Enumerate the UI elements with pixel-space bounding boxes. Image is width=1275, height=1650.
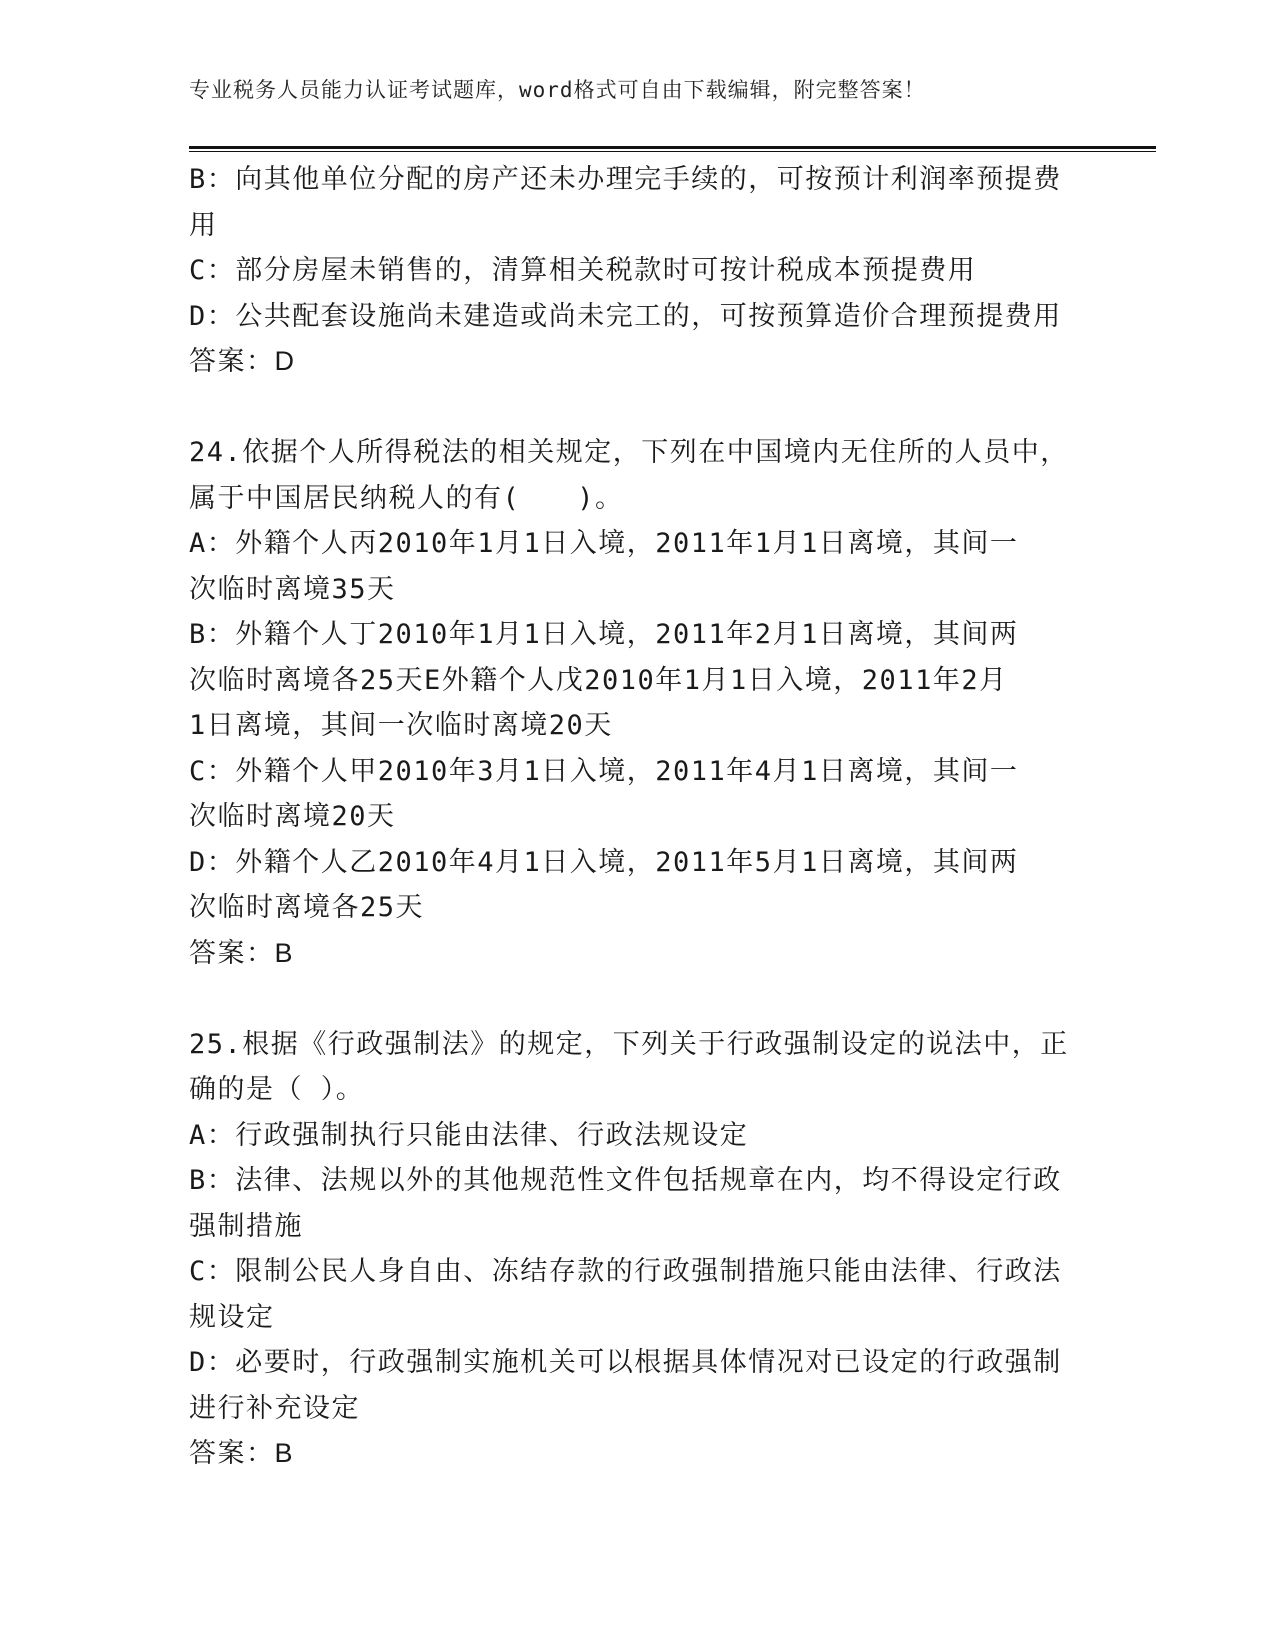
question-stem: 属于中国居民纳税人的有( )。 (189, 482, 624, 514)
option-line: D：必要时，行政强制实施机关可以根据具体情况对已设定的行政强制 (189, 1347, 1062, 1378)
spacer (189, 385, 1089, 431)
page-header: 专业税务人员能力认证考试题库，word格式可自由下载编辑，附完整答案！ (189, 78, 926, 102)
option-line: C：限制公民人身自由、冻结存款的行政强制措施只能由法律、行政法 (189, 1256, 1062, 1287)
text-line: B：向其他单位分配的房产还未办理完手续的，可按预计利润率预提费 (189, 164, 1062, 195)
text-line: 用 (189, 209, 218, 241)
question-stem: 25.根据《行政强制法》的规定，下列关于行政强制设定的说法中，正 (189, 1028, 1069, 1060)
text-line: D：公共配套设施尚未建造或尚未完工的，可按预算造价合理预提费用 (189, 300, 1062, 332)
question-24 (189, 430, 1089, 976)
option-line: B：外籍个人丁2010年1月1日入境，2011年2月1日离境，其间两 (189, 619, 1019, 650)
option-line: 次临时离境各25天 (189, 892, 425, 923)
question-stem: 24.依据个人所得税法的相关规定，下列在中国境内无住所的人员中， (189, 437, 1069, 468)
question-23-tail (189, 157, 1089, 385)
question-stem: 确的是（ ）。 (189, 1074, 365, 1105)
document-body (189, 157, 1089, 1477)
spacer (189, 976, 1089, 1022)
option-line: A：外籍个人丙2010年1月1日入境，2011年1月1日离境，其间一 (189, 528, 1019, 559)
option-line: B：法律、法规以外的其他规范性文件包括规章在内，均不得设定行政 (189, 1165, 1062, 1196)
header-rule-thin (189, 151, 1156, 152)
option-line: C：外籍个人甲2010年3月1日入境，2011年4月1日离境，其间一 (189, 755, 1019, 787)
header-rule-thick (189, 146, 1156, 149)
answer-line: 答案：D (189, 346, 296, 376)
option-line: 次临时离境35天 (189, 573, 396, 605)
option-line: 1日离境，其间一次临时离境20天 (189, 710, 613, 741)
text-line: C：部分房屋未销售的，清算相关税款时可按计税成本预提费用 (189, 255, 977, 286)
answer-line: 答案：B (189, 1438, 295, 1468)
option-line: 强制措施 (189, 1210, 303, 1242)
question-25 (189, 1022, 1089, 1477)
option-line: D：外籍个人乙2010年4月1日入境，2011年5月1日离境，其间两 (189, 846, 1019, 878)
option-line: 规设定 (189, 1301, 275, 1333)
option-line: A：行政强制执行只能由法律、行政法规设定 (189, 1119, 749, 1151)
option-line: 进行补充设定 (189, 1392, 360, 1424)
option-line: 次临时离境各25天E外籍个人戊2010年1月1日入境，2011年2月 (189, 664, 1008, 696)
answer-line: 答案：B (189, 937, 295, 968)
option-line: 次临时离境20天 (189, 801, 396, 832)
